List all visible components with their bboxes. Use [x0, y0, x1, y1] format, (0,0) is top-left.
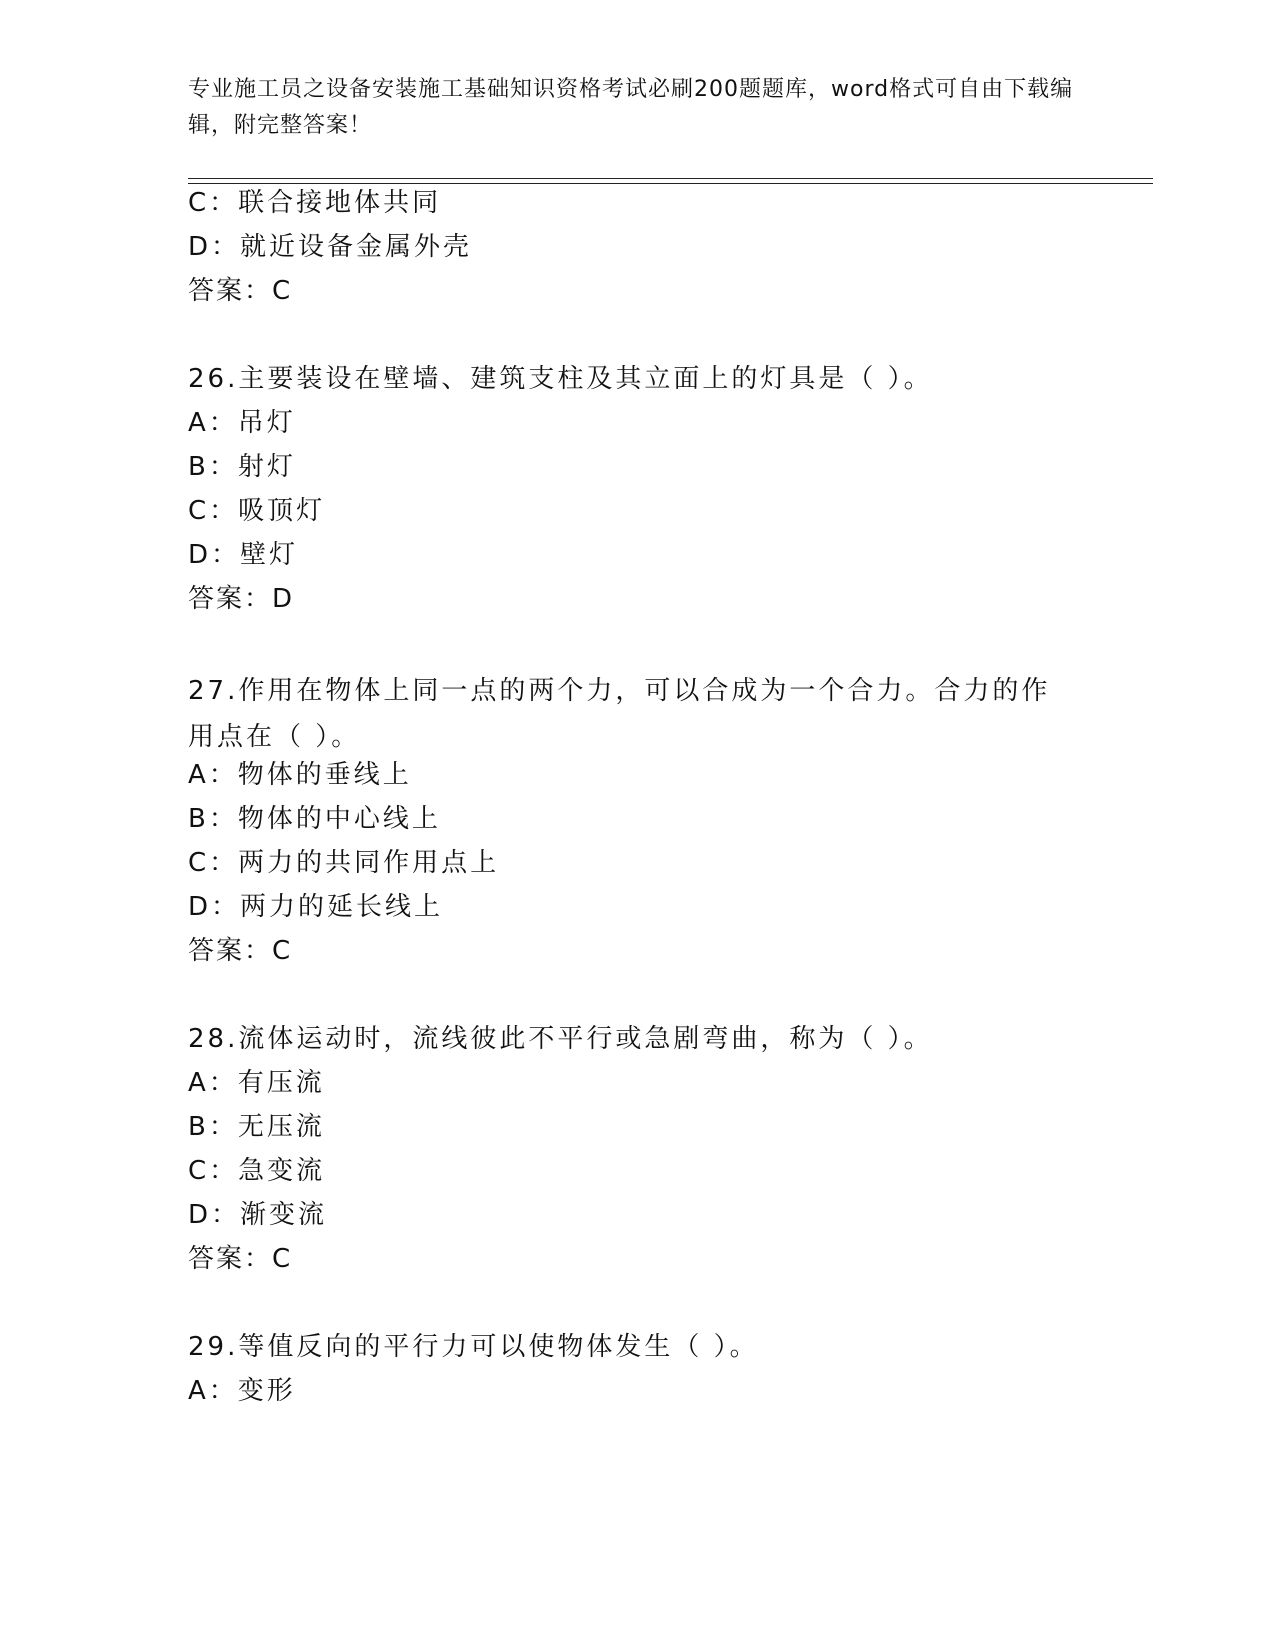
option-a: A：吊灯 [188, 408, 296, 438]
option-c: C：两力的共同作用点上 [188, 848, 500, 878]
option-d: D：两力的延长线上 [188, 892, 444, 922]
answer-line: 答案：C [188, 276, 293, 306]
document-header: 专业施工员之设备安装施工基础知识资格考试必刷200题题库，word格式可自由下载编辑，附完整答案！ [188, 77, 1074, 138]
option-a: A：变形 [188, 1376, 296, 1406]
option-b: B：物体的中心线上 [188, 804, 441, 834]
option-d: D：就近设备金属外壳 [188, 232, 473, 262]
option-c: C：吸顶灯 [188, 496, 326, 526]
header-rule-bottom [188, 183, 1153, 184]
option-b: B：射灯 [188, 452, 296, 482]
answer-line: 答案：C [188, 936, 293, 966]
question-stem: 27.作用在物体上同一点的两个力，可以合成为一个合力。合力的作用点在（ ）。 [188, 676, 1051, 752]
question-stem: 28.流体运动时，流线彼此不平行或急剧弯曲，称为（ ）。 [188, 1024, 933, 1054]
header-rule-top [188, 178, 1153, 179]
answer-line: 答案：D [188, 584, 295, 614]
option-b: B：无压流 [188, 1112, 325, 1142]
question-stem: 26.主要装设在壁墙、建筑支柱及其立面上的灯具是（ ）。 [188, 364, 933, 394]
answer-line: 答案：C [188, 1244, 293, 1274]
option-a: A：物体的垂线上 [188, 760, 412, 790]
option-d: D：壁灯 [188, 540, 299, 570]
option-a: A：有压流 [188, 1068, 325, 1098]
option-c: C：联合接地体共同 [188, 188, 442, 218]
option-c: C：急变流 [188, 1156, 326, 1186]
question-stem: 29.等值反向的平行力可以使物体发生（ ）。 [188, 1332, 759, 1362]
option-d: D：渐变流 [188, 1200, 328, 1230]
